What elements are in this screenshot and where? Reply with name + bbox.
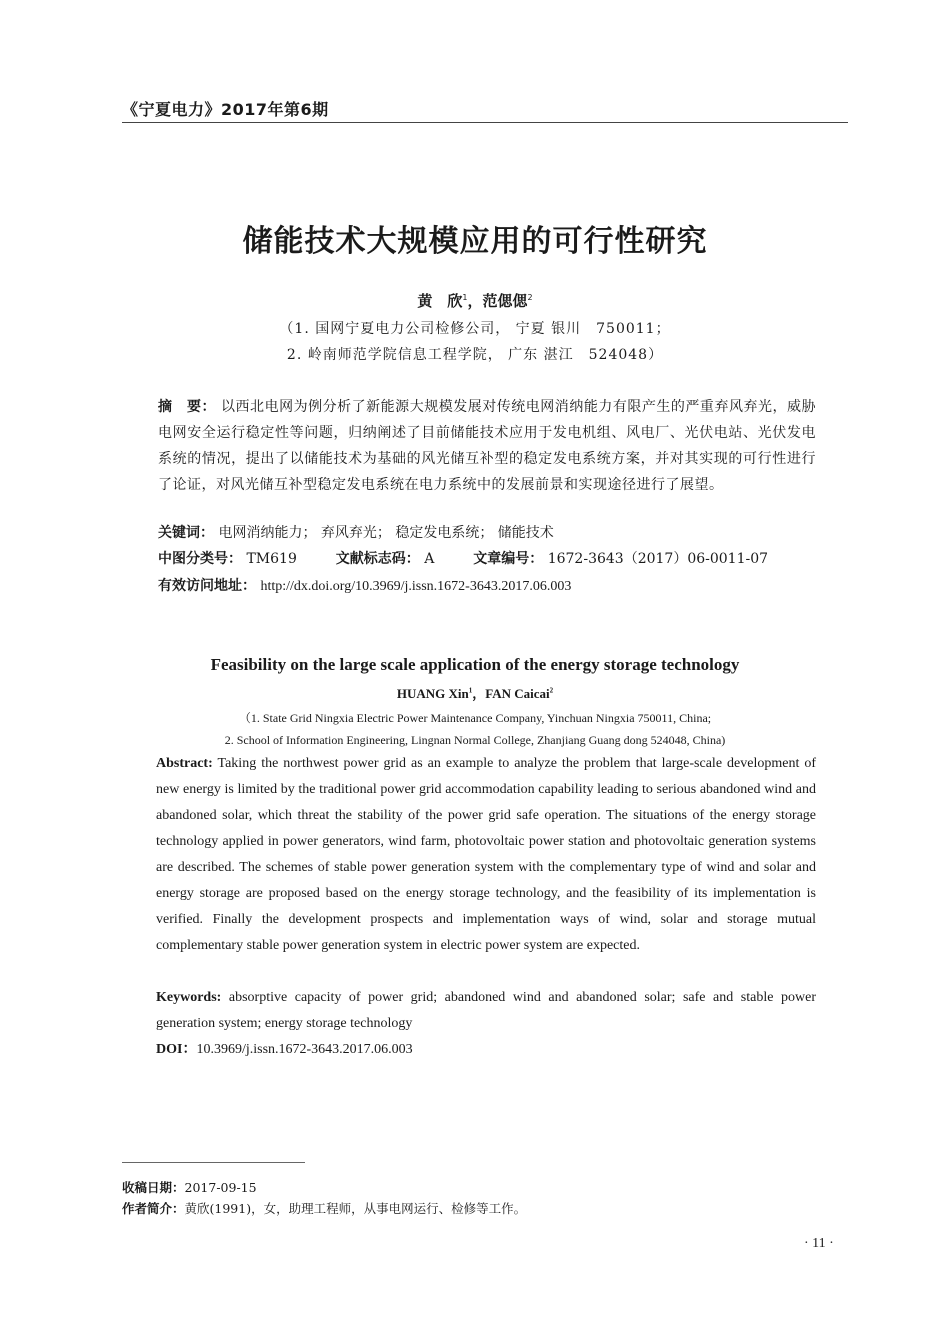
keywords-cn-label: 关键词： xyxy=(158,525,214,541)
author-separator: ， xyxy=(467,292,483,310)
received-label: 收稿日期： xyxy=(122,1180,185,1195)
author-1-affil-mark-en: 1 xyxy=(468,686,473,695)
access-url-link[interactable]: http://dx.doi.org/10.3969/j.issn.1672-3643.2017.06.003 xyxy=(260,579,572,594)
article-number-value: 1672-3643（2017）06-0011-07 xyxy=(547,551,769,567)
author-2-name-en: FAN Caicai xyxy=(485,686,550,701)
article-number-label: 文章编号： xyxy=(473,551,544,567)
paper-title-en: Feasibility on the large scale application of the energy storage technology xyxy=(210,655,740,674)
author-1-affil-mark: 1 xyxy=(462,293,468,302)
affiliation-cn-1: （1. 国网宁夏电力公司检修公司， 宁夏 银川 750011； xyxy=(279,321,671,337)
author-separator-en: ， xyxy=(472,686,486,701)
author-1-name: 黄 欣 xyxy=(417,292,463,310)
author-1-name-en: HUANG Xin xyxy=(396,686,469,701)
journal-header: 《宁夏电力》2017年第6期 xyxy=(122,100,329,119)
abstract-cn xyxy=(158,394,816,498)
received-value: 2017-09-15 xyxy=(184,1180,257,1195)
affiliation-cn-2: 2. 岭南师范学院信息工程学院， 广东 湛江 524048） xyxy=(286,347,664,363)
doc-code-value: A xyxy=(424,551,435,567)
abstract-en xyxy=(156,751,816,959)
bio-value: 黄欣(1991)，女，助理工程师，从事电网运行、检修等工作。 xyxy=(184,1201,527,1216)
keywords-en-text: absorptive capacity of power grid; abandoned wind and abandoned solar; safe and stable power generation system; energy storage technology xyxy=(156,990,816,1031)
keywords-en-label: Keywords: xyxy=(156,990,222,1005)
access-url-label: 有效访问地址： xyxy=(158,578,256,594)
doi-en-label: DOI： xyxy=(156,1042,197,1057)
access-url-line xyxy=(158,575,571,595)
author-2-affil-mark: 2 xyxy=(527,293,533,302)
authors-cn xyxy=(0,290,950,311)
clc-label: 中图分类号： xyxy=(158,551,242,567)
author-2-affil-mark-en: 2 xyxy=(549,686,554,695)
classification-line xyxy=(158,548,768,568)
header-rule xyxy=(122,122,848,123)
author-2-name: 范偲偲 xyxy=(482,292,528,310)
abstract-cn-text: 以西北电网为例分析了新能源大规模发展对传统电网消纳能力有限产生的严重弃风弃光，威胁电网安全运行稳定性等问题，归纳阐述了目前储能技术应用于发电机组、风电厂、光伏电站、光伏发电系统的情况，提出了以储能技术为基础的风光储互补型的稳定发电系统方案，并对其实现的可行性进行了论证，对风光储互补型稳定发电系统在电力系统中的发展前景和实现途径进行了展望。 xyxy=(158,399,817,493)
abstract-cn-label: 摘 要： xyxy=(158,399,217,415)
author-bio xyxy=(122,1199,526,1217)
keywords-cn-text: 电网消纳能力； 弃风弃光； 稳定发电系统； 储能技术 xyxy=(218,525,554,541)
received-date xyxy=(122,1178,257,1196)
abstract-en-label: Abstract: xyxy=(156,756,213,771)
paper-title: 储能技术大规模应用的可行性研究 xyxy=(242,225,708,258)
authors-en xyxy=(0,683,950,702)
keywords-en xyxy=(156,985,816,1037)
abstract-en-text: Taking the northwest power grid as an example to analyze the problem that large-scale development of new energy is limited by the traditional power grid accommodation capability leading to serious abandoned wind and abandoned solar, which threat the stability of the power grid safe operation. The situations of the energy storage technology applied in power generators, wind farm, photovoltaic power station and photovoltaic generation systems are described. The schemes of stable power generation system with the complementary type of wind and solar and energy storage are proposed based on the energy storage technology, and the feasibility of its implementation is verified. Finally the development prospects and implementation ways of wind, solar and storage mutual complementary stable power generation system in electric power system are expected. xyxy=(156,756,816,953)
doi-en-value[interactable]: 10.3969/j.issn.1672-3643.2017.06.003 xyxy=(196,1042,413,1057)
affiliation-en-1: （1. State Grid Ningxia Electric Power Maintenance Company, Yinchuan Ningxia 750011, China; xyxy=(238,711,712,725)
affiliation-en-2: 2. School of Information Engineering, Lingnan Normal College, Zhanjiang Guang dong 524048, China) xyxy=(224,733,726,747)
doi-en xyxy=(156,1037,816,1063)
footnote-rule xyxy=(122,1162,305,1163)
doc-code-label: 文献标志码： xyxy=(335,551,420,567)
keywords-cn xyxy=(158,522,554,542)
page-number: · 11 · xyxy=(804,1236,834,1251)
clc-value: TM619 xyxy=(246,551,297,567)
bio-label: 作者简介： xyxy=(122,1201,185,1216)
